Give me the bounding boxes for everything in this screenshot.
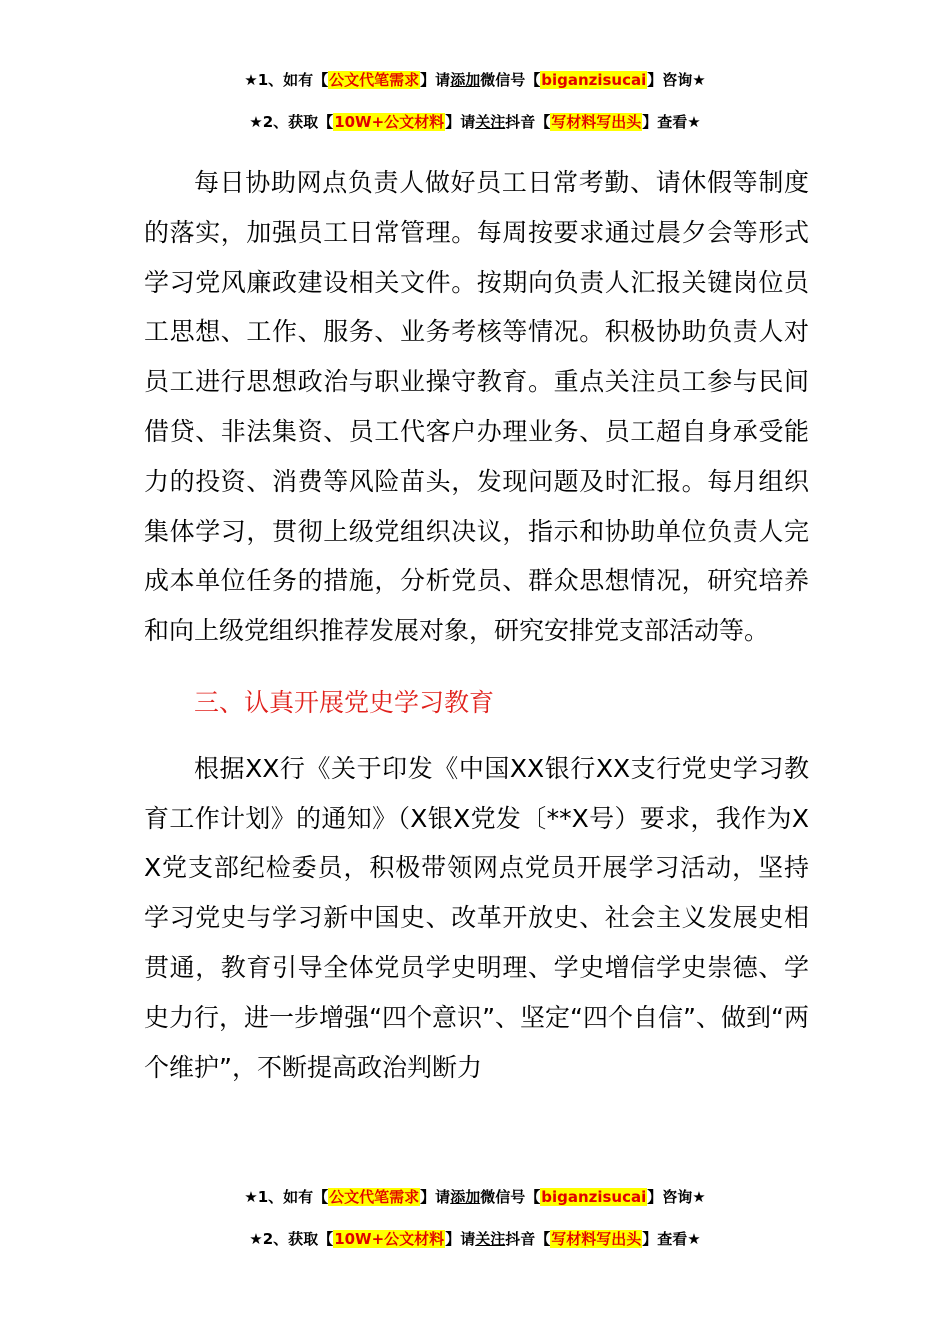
banner-text: 抖音【: [505, 113, 551, 131]
banner-highlight: 10W+公文材料: [334, 113, 445, 131]
banner-text: ★2、获取【: [249, 1230, 334, 1248]
banner-underlined: 关注: [475, 113, 506, 131]
banner-text: 】请: [445, 113, 476, 131]
footer-banner-line-2: [0, 1228, 950, 1250]
banner-text: 抖音【: [505, 1230, 551, 1248]
banner-text: 】查看★: [642, 1230, 701, 1248]
banner-highlight: 写材料写出头: [551, 1230, 642, 1248]
document-body: [144, 158, 809, 1092]
banner-underlined: 关注: [475, 1230, 506, 1248]
banner-text: 】请: [420, 1188, 451, 1206]
banner-text: 】请: [445, 1230, 476, 1248]
body-paragraph-1: 每日协助网点负责人做好员工日常考勤、请休假等制度的落实，加强员工日常管理。每周按要求通过晨夕会等形式学习党风廉政建设相关文件。按期向负责人汇报关键岗位员工思想、工作、服务、业务考核等情况。积极协助负责人对员工进行思想政治与职业操守教育。重点关注员工参与民间借贷、非法集资、员工代客户办理业务、员工超自身承受能力的投资、消费等风险苗头，发现问题及时汇报。每月组织集体学习，贯彻上级党组织决议，指示和协助单位负责人完成本单位任务的措施，分析党员、群众思想情况，研究培养和向上级党组织推荐发展对象，研究安排党支部活动等。: [144, 168, 809, 646]
banner-highlight: 公文代笔需求: [329, 1188, 420, 1206]
banner-underlined: 添加: [450, 71, 481, 89]
banner-underlined: 添加: [450, 1188, 481, 1206]
banner-text: ★1、如有【: [244, 71, 329, 89]
banner-highlight: 写材料写出头: [551, 113, 642, 131]
banner-text: 】咨询★: [647, 71, 706, 89]
banner-text: 微信号【: [480, 71, 541, 89]
banner-text: 】查看★: [642, 113, 701, 131]
body-paragraph-2: 根据XX行《关于印发《中国XX银行XX支行党史学习教育工作计划》的通知》（X银X党发〔**X号）要求，我作为XX党支部纪检委员，积极带领网点党员开展学习活动，坚持学习党史与学习新中国史、改革开放史、社会主义发展史相贯通，教育引导全体党员学史明理、学史增信学史崇德、学史力行，进一步增强“四个意识”、坚定“四个自信”、做到“两个维护”，不断提高政治判断力: [144, 753, 809, 1082]
header-banner-line-1: [0, 69, 950, 91]
banner-text: 】请: [420, 71, 451, 89]
footer-banner-line-1: [0, 1186, 950, 1208]
banner-text: 微信号【: [480, 1188, 541, 1206]
header-banner-line-2: [0, 111, 950, 133]
banner-highlight: 10W+公文材料: [334, 1230, 445, 1248]
banner-text: 】咨询★: [647, 1188, 706, 1206]
banner-text: ★1、如有【: [244, 1188, 329, 1206]
section-heading: 三、认真开展党史学习教育: [194, 687, 495, 717]
banner-text: ★2、获取【: [249, 113, 334, 131]
banner-highlight: biganzisucai: [541, 1188, 647, 1206]
banner-highlight: biganzisucai: [541, 71, 647, 89]
banner-highlight: 公文代笔需求: [329, 71, 420, 89]
